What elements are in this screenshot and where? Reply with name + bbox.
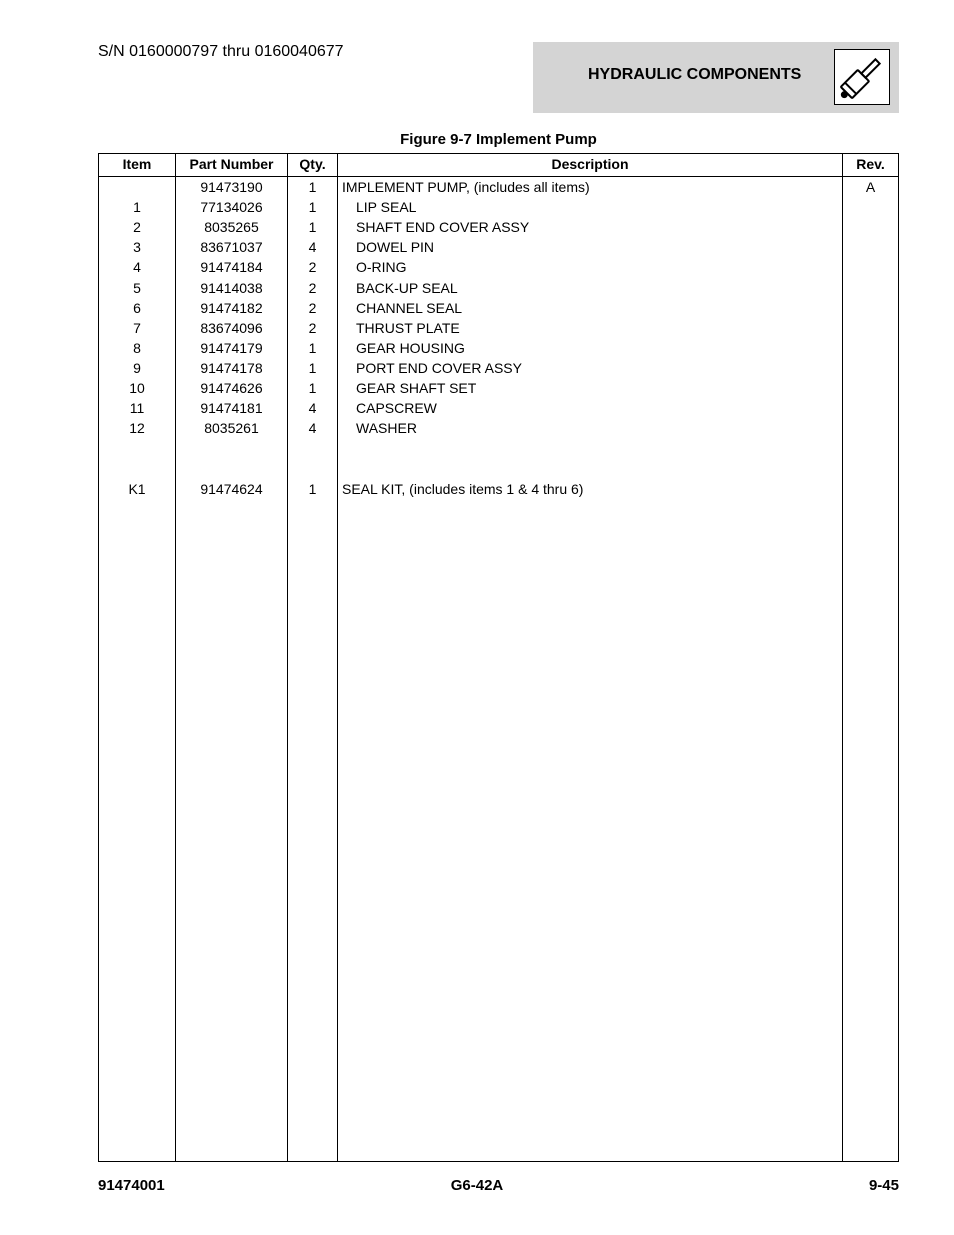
table-row [99, 318, 898, 338]
table-row [99, 358, 898, 378]
item-cell: 1 [133, 199, 141, 216]
part-number-cell: 83671037 [200, 239, 263, 256]
item-cell: 7 [133, 319, 141, 336]
qty-cell: 1 [308, 179, 317, 195]
part-number-cell: 91474181 [200, 400, 263, 417]
table-row [99, 378, 898, 398]
qty-cell: 4 [308, 400, 317, 417]
table-row [99, 257, 898, 277]
qty-cell: 2 [308, 319, 317, 336]
description-cell: CHANNEL SEAL [356, 299, 463, 316]
qty-cell: 4 [308, 239, 317, 256]
item-cell: 3 [133, 239, 141, 256]
table-row [99, 217, 898, 237]
table-row [99, 479, 898, 499]
part-number-cell: 91474178 [200, 359, 263, 376]
description-cell: GEAR SHAFT SET [356, 380, 477, 396]
qty-cell: 1 [308, 219, 317, 236]
qty-cell: 1 [308, 359, 317, 376]
column-header-item: Item [122, 156, 152, 172]
item-cell: 4 [133, 259, 141, 276]
part-number-cell: 91474179 [200, 339, 263, 356]
part-number-cell: 91474182 [200, 299, 263, 316]
part-number-cell: 91473190 [200, 179, 263, 195]
description-cell: THRUST PLATE [356, 319, 460, 336]
description-cell: GEAR HOUSING [356, 339, 465, 356]
footer-model: G6-42A [450, 1177, 504, 1194]
section-header [533, 42, 899, 113]
table-row [99, 418, 898, 438]
rev-cell: A [865, 179, 876, 195]
item-cell: 9 [133, 359, 141, 376]
hydraulic-cylinder-icon [834, 49, 890, 105]
item-cell: 8 [133, 339, 141, 356]
item-cell: K1 [128, 481, 146, 498]
part-number-cell: 91474626 [200, 380, 263, 396]
description-cell: BACK-UP SEAL [356, 279, 458, 296]
qty-cell: 2 [308, 279, 317, 296]
part-number-cell: 8035265 [204, 219, 259, 236]
description-cell: DOWEL PIN [356, 239, 435, 256]
qty-cell: 4 [308, 420, 317, 437]
column-header-qty: Qty. [299, 156, 326, 172]
qty-cell: 2 [308, 299, 317, 316]
part-number-cell: 77134026 [200, 199, 263, 216]
item-cell: 10 [129, 380, 145, 396]
qty-cell: 1 [308, 339, 317, 356]
table-row [99, 177, 898, 197]
part-number-cell: 8035261 [204, 420, 259, 437]
part-number-cell: 83674096 [200, 319, 263, 336]
serial-number-range: S/N 0160000797 thru 0160040677 [98, 43, 344, 60]
part-number-cell: 91474624 [200, 481, 263, 498]
item-cell: 2 [133, 219, 141, 236]
item-cell: 11 [129, 400, 145, 417]
parts-table [98, 153, 899, 1162]
description-cell: SEAL KIT, (includes items 1 & 4 thru 6) [342, 481, 584, 498]
description-cell: SHAFT END COVER ASSY [356, 219, 530, 236]
qty-cell: 2 [308, 259, 317, 276]
table-row [99, 338, 898, 358]
column-header-part-number: Part Number [189, 156, 274, 172]
qty-cell: 1 [308, 199, 317, 216]
item-cell: 12 [129, 420, 145, 437]
table-row [99, 237, 898, 257]
description-cell: O-RING [356, 259, 407, 276]
figure-title: Figure 9-7 Implement Pump [400, 131, 597, 148]
footer-document-number: 91474001 [98, 1177, 165, 1194]
item-cell: 5 [133, 279, 141, 296]
description-cell: WASHER [356, 420, 417, 437]
description-cell: IMPLEMENT PUMP, (includes all items) [342, 179, 590, 195]
part-number-cell: 91414038 [200, 279, 263, 296]
column-header-rev: Rev. [856, 156, 885, 172]
description-cell: PORT END COVER ASSY [356, 359, 522, 376]
table-row [99, 398, 898, 418]
table-row [99, 278, 898, 298]
part-number-cell: 91474184 [200, 259, 263, 276]
footer-page-number: 9-45 [868, 1177, 899, 1194]
table-row [99, 298, 898, 318]
column-header-description: Description [551, 156, 629, 172]
qty-cell: 1 [308, 481, 317, 498]
description-cell: CAPSCREW [356, 400, 437, 417]
description-cell: LIP SEAL [356, 199, 417, 216]
qty-cell: 1 [308, 380, 317, 396]
section-title: HYDRAULIC COMPONENTS [588, 66, 802, 83]
item-cell: 6 [133, 299, 141, 316]
table-row [99, 197, 898, 217]
